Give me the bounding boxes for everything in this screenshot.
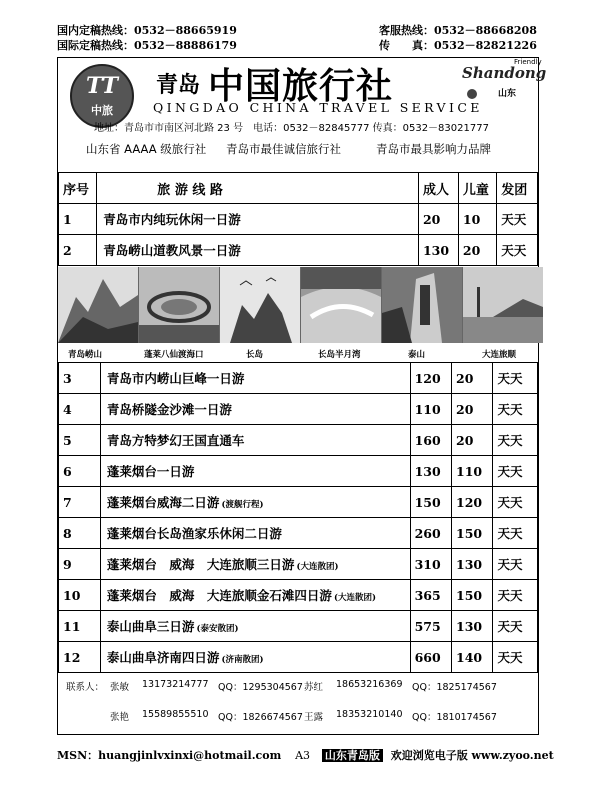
logo-letters: TT xyxy=(86,73,118,99)
row-route xyxy=(97,235,419,266)
contact-name: 苏红 xyxy=(304,682,324,693)
row-schedule: 天天 xyxy=(493,580,538,611)
row-child: 130 xyxy=(452,549,493,580)
contact-qq: QQ：1826674567 xyxy=(218,712,303,723)
row-adult: 365 xyxy=(410,580,451,611)
photo-strip xyxy=(58,267,538,343)
row-adult: 575 xyxy=(410,611,451,642)
row-adult: 660 xyxy=(410,642,451,673)
table-row xyxy=(59,235,538,266)
header-schedule: 发团 xyxy=(497,173,538,204)
photo-banyuewan xyxy=(301,267,382,343)
row-no: 10 xyxy=(59,580,101,611)
photo-lvshun xyxy=(463,267,543,343)
hotlines-left xyxy=(57,23,237,53)
row-no: 9 xyxy=(59,549,101,580)
route-note: (济南散团) xyxy=(221,655,264,665)
msn-email: MSN：huangjinlvxinxi@hotmail.com xyxy=(57,749,282,762)
row-no: 8 xyxy=(59,518,101,549)
route-text: 青岛崂山道教风景一日游 xyxy=(103,243,241,258)
row-schedule: 天天 xyxy=(493,425,538,456)
contact-qq: QQ：1810174567 xyxy=(412,712,497,723)
contact-name: 张敏 xyxy=(110,682,130,693)
rock-image xyxy=(382,267,462,343)
row-route xyxy=(100,549,410,580)
row-no: 3 xyxy=(59,363,101,394)
row-adult: 130 xyxy=(418,235,458,266)
table-header-row xyxy=(59,173,538,204)
row-child: 130 xyxy=(452,611,493,642)
contact-phone: 18353210140 xyxy=(336,709,403,720)
row-no: 2 xyxy=(59,235,97,266)
row-route xyxy=(97,204,419,235)
row-child: 20 xyxy=(452,363,493,394)
contact-phone: 18653216369 xyxy=(336,679,403,690)
row-route xyxy=(100,456,410,487)
photo-taishan xyxy=(382,267,463,343)
row-no: 6 xyxy=(59,456,101,487)
row-child: 150 xyxy=(452,580,493,611)
caption-penglai: 蓬莱八仙渡海口 xyxy=(144,350,204,360)
row-adult: 130 xyxy=(410,456,451,487)
contact-phone: 13173214777 xyxy=(142,679,209,690)
header xyxy=(58,58,547,173)
route-note: (泰安散团) xyxy=(196,624,239,634)
table-row xyxy=(59,394,538,425)
harbor-image xyxy=(139,267,219,343)
row-route xyxy=(100,425,410,456)
caption-lvshun: 大连旅顺 xyxy=(482,350,517,360)
shandong-logo-text: Shandong xyxy=(462,64,547,82)
table-row xyxy=(59,425,538,456)
row-child: 20 xyxy=(452,425,493,456)
edition-badge: 山东青岛版 xyxy=(322,749,383,762)
contact-phone: 15589855510 xyxy=(142,709,209,720)
row-adult: 110 xyxy=(410,394,451,425)
table-row xyxy=(59,611,538,642)
caption-taishan: 泰山 xyxy=(408,350,426,360)
route-text: 蓬莱烟台长岛渔家乐休闲二日游 xyxy=(106,526,282,541)
header-child: 儿童 xyxy=(458,173,496,204)
header-adult: 成人 xyxy=(418,173,458,204)
city-name: 青岛 xyxy=(156,72,201,98)
contact-name: 王露 xyxy=(304,712,324,723)
route-note: (渡舰行程) xyxy=(221,500,264,510)
row-child: 140 xyxy=(452,642,493,673)
row-route xyxy=(100,518,410,549)
row-no: 12 xyxy=(59,642,101,673)
row-adult: 310 xyxy=(410,549,451,580)
row-route xyxy=(100,580,410,611)
slogan-1: 山东省 AAAA 级旅行社 xyxy=(86,142,207,156)
photo-laoshan xyxy=(58,267,139,343)
contact-qq: QQ：1825174567 xyxy=(412,682,497,693)
row-schedule: 天天 xyxy=(493,611,538,642)
mountain-image xyxy=(58,267,138,343)
row-child: 110 xyxy=(452,456,493,487)
route-text: 蓬莱烟台一日游 xyxy=(106,464,195,479)
row-child: 150 xyxy=(452,518,493,549)
route-text: 青岛方特梦幻王国直通车 xyxy=(106,433,245,448)
row-route xyxy=(100,363,410,394)
photo-changdao xyxy=(220,267,301,343)
contact-name: 张艳 xyxy=(110,712,130,723)
row-no: 11 xyxy=(59,611,101,642)
row-no: 4 xyxy=(59,394,101,425)
bay-image xyxy=(301,267,381,343)
row-schedule: 天天 xyxy=(497,204,538,235)
row-adult: 120 xyxy=(410,363,451,394)
table-row xyxy=(59,549,538,580)
route-text: 泰山曲阜三日游 xyxy=(106,619,195,634)
route-text: 蓬莱烟台威海二日游 xyxy=(106,495,220,510)
table-row xyxy=(59,580,538,611)
footer-tagline: 欢迎浏览电子版 www.zyoo.net xyxy=(390,749,554,762)
caption-banyuewan: 长岛半月湾 xyxy=(318,350,361,360)
row-schedule: 天天 xyxy=(493,549,538,580)
row-adult: 20 xyxy=(418,204,458,235)
shandong-mark-icon xyxy=(467,89,477,99)
slogan-3: 青岛市最具影响力品牌 xyxy=(376,142,491,156)
row-route xyxy=(100,394,410,425)
row-route xyxy=(100,642,410,673)
row-no: 1 xyxy=(59,204,97,235)
route-text: 青岛桥隧金沙滩一日游 xyxy=(106,402,232,417)
row-adult: 160 xyxy=(410,425,451,456)
fax-number: 传 真：0532－82821226 xyxy=(379,39,537,52)
row-no: 7 xyxy=(59,487,101,518)
row-no: 5 xyxy=(59,425,101,456)
table-row xyxy=(59,204,538,235)
row-schedule: 天天 xyxy=(493,487,538,518)
slogan-2: 青岛市最佳诚信旅行社 xyxy=(226,142,341,156)
contact-qq: QQ：1295304567 xyxy=(218,682,303,693)
page-number: A3 xyxy=(295,749,311,762)
row-route xyxy=(100,611,410,642)
photo-penglai xyxy=(139,267,220,343)
header-route: 旅 游 线 路 xyxy=(97,173,419,204)
contacts-label: 联系人： xyxy=(66,682,105,693)
shandong-sub: 山东 xyxy=(498,89,517,99)
row-adult: 150 xyxy=(410,487,451,518)
caption-changdao: 长岛 xyxy=(246,350,264,360)
header-no: 序号 xyxy=(59,173,97,204)
domestic-hotline: 国内定稿热线：0532－88665919 xyxy=(57,24,237,37)
footer xyxy=(57,747,554,763)
row-child: 120 xyxy=(452,487,493,518)
table-row xyxy=(59,518,538,549)
routes-table-bottom xyxy=(58,362,538,673)
coast-image xyxy=(463,267,543,343)
table-row xyxy=(59,487,538,518)
route-text: 泰山曲阜济南四日游 xyxy=(106,650,220,665)
row-schedule: 天天 xyxy=(493,518,538,549)
caption-laoshan: 青岛崂山 xyxy=(68,350,103,360)
english-name: QINGDAO CHINA TRAVEL SERVICE xyxy=(153,100,483,115)
table-row xyxy=(59,456,538,487)
route-text: 青岛市内崂山巨峰一日游 xyxy=(106,371,245,386)
brand-name: 中国旅行社 xyxy=(208,65,394,107)
island-image xyxy=(220,267,300,343)
route-note: (大连散团) xyxy=(333,593,376,603)
international-hotline: 国际定稿热线：0532－88886179 xyxy=(57,39,237,52)
route-note: (大连散团) xyxy=(296,562,339,572)
row-schedule: 天天 xyxy=(493,363,538,394)
route-text: 蓬莱烟台 威海 大连旅顺金石滩四日游 xyxy=(106,588,332,603)
row-child: 10 xyxy=(458,204,496,235)
row-route xyxy=(100,487,410,518)
row-child: 20 xyxy=(452,394,493,425)
row-schedule: 天天 xyxy=(497,235,538,266)
route-text: 青岛市内纯玩休闲一日游 xyxy=(103,212,241,227)
address-line: 地址：青岛市市南区河北路 23 号 电话：0532－82845777 传真：0532－83021777 xyxy=(94,123,489,134)
table-row xyxy=(59,363,538,394)
row-schedule: 天天 xyxy=(493,642,538,673)
advertisement-frame xyxy=(57,57,547,735)
table-row xyxy=(59,642,538,673)
contacts xyxy=(58,671,538,734)
row-child: 20 xyxy=(458,235,496,266)
service-hotline: 客服热线：0532－88668208 xyxy=(379,24,537,37)
routes-table-top xyxy=(58,172,538,266)
logo-text: 中旅 xyxy=(91,104,113,117)
shandong-top-text: Friendly xyxy=(514,58,542,66)
hotlines-right xyxy=(379,23,537,53)
row-adult: 260 xyxy=(410,518,451,549)
route-text: 蓬莱烟台 威海 大连旅顺三日游 xyxy=(106,557,295,572)
row-schedule: 天天 xyxy=(493,394,538,425)
row-schedule: 天天 xyxy=(493,456,538,487)
